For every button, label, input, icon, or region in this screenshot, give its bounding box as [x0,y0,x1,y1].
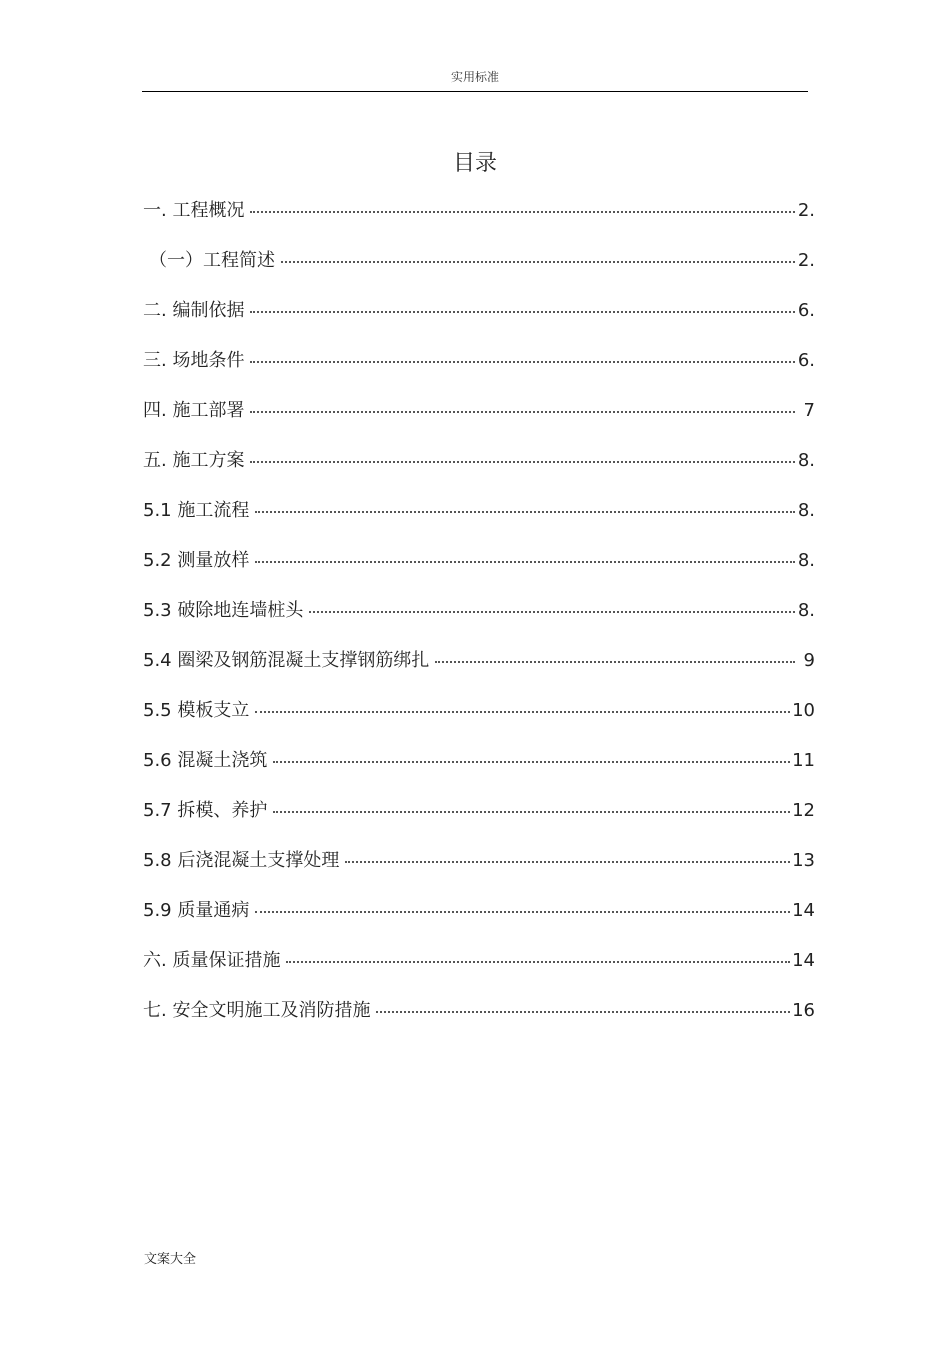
toc-entry[interactable] [143,897,815,947]
toc-entry-label: 5.7 拆模、养护 [143,800,268,821]
toc-entry-label: （一）工程简述 [149,250,275,271]
toc-entry-page-number: 6. [797,350,815,371]
toc-entry[interactable] [143,747,815,797]
toc-entry-page-number: 12 [792,800,815,821]
toc-entry-label: 二. 编制依据 [143,300,245,321]
toc-entry[interactable] [143,797,815,847]
toc-dot-leader [250,211,795,213]
toc-entry[interactable] [143,597,815,647]
toc-entry-page-number: 14 [792,900,815,921]
page-header-text: 实用标准 [450,70,499,84]
toc-dot-leader [286,961,790,963]
toc-entry-page-number: 13 [792,850,815,871]
toc-entry[interactable] [143,647,815,697]
toc-entry-page-number: 6. [797,300,815,321]
toc-entry-label: 5.8 后浇混凝土支撑处理 [143,850,340,871]
toc-dot-leader [250,411,795,413]
toc-entry-label: 5.5 模板支立 [143,700,250,721]
toc-dot-leader [255,711,790,713]
toc-entry-label: 五. 施工方案 [143,450,245,471]
toc-entry-label: 5.3 破除地连墙桩头 [143,600,304,621]
toc-entry-page-number: 9 [803,650,815,671]
toc-dot-leader [273,811,790,813]
toc-entry[interactable] [143,947,815,997]
toc-dot-leader [376,1011,790,1013]
toc-entry[interactable] [143,547,815,597]
toc-entry[interactable] [143,247,815,297]
toc-entry-label: 5.2 测量放样 [143,550,250,571]
toc-entry-page-number: 7 [803,400,815,421]
toc-entry-label: 三. 场地条件 [143,350,245,371]
toc-entry[interactable] [143,397,815,447]
toc-entry[interactable] [143,347,815,397]
toc-entry-label: 5.6 混凝土浇筑 [143,750,268,771]
toc-entry-label: 一. 工程概况 [143,200,245,221]
toc-entry[interactable] [143,697,815,747]
toc-entry-label: 5.1 施工流程 [143,500,250,521]
toc-entry-page-number: 8. [797,500,815,521]
toc-entry-page-number: 8. [797,550,815,571]
toc-dot-leader [255,511,795,513]
toc-entry-label: 5.9 质量通病 [143,900,250,921]
toc-dot-leader [281,261,795,263]
toc-entry-label: 5.4 圈梁及钢筋混凝土支撑钢筋绑扎 [143,650,430,671]
toc-dot-leader [273,761,790,763]
toc-dot-leader [309,611,795,613]
toc-entry[interactable] [143,497,815,547]
toc-dot-leader [255,561,795,563]
toc-entry-label: 六. 质量保证措施 [143,950,281,971]
header-divider [142,91,808,92]
toc-entry-page-number: 14 [792,950,815,971]
toc-entry-page-number: 11 [792,750,815,771]
toc-entry-page-number: 16 [792,1000,815,1021]
toc-dot-leader [255,911,790,913]
toc-entry-page-number: 10 [792,700,815,721]
toc-entry-label: 四. 施工部署 [143,400,245,421]
toc-entry[interactable] [143,847,815,897]
toc-dot-leader [345,861,790,863]
toc-dot-leader [250,311,795,313]
toc-entry-page-number: 2. [797,250,815,271]
toc-title: 目录 [452,151,497,176]
page-footer-text: 文案大全 [144,1252,197,1267]
toc-dot-leader [250,361,795,363]
toc-entry[interactable] [143,297,815,347]
toc-dot-leader [250,461,795,463]
toc-entry-label: 七. 安全文明施工及消防措施 [143,1000,371,1021]
toc-entry-page-number: 2. [797,200,815,221]
toc-entry[interactable] [143,197,815,247]
toc-entry[interactable] [143,447,815,497]
toc-list [143,197,815,1047]
toc-entry-page-number: 8. [797,450,815,471]
toc-entry[interactable] [143,997,815,1047]
toc-entry-page-number: 8. [797,600,815,621]
toc-dot-leader [435,661,795,663]
